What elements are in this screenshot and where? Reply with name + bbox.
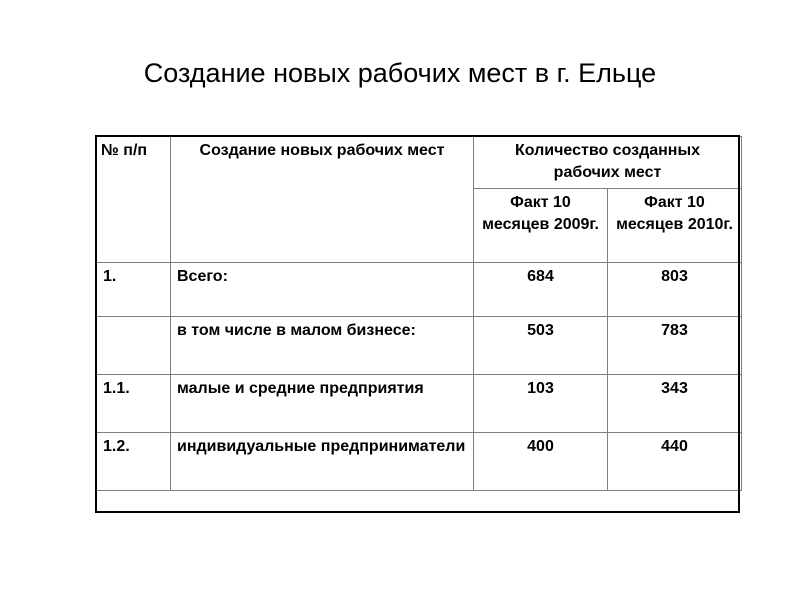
row-value-2009: 684 — [474, 263, 608, 317]
row-value-2010: 783 — [608, 317, 742, 375]
jobs-table — [96, 136, 742, 491]
row-value-2010: 440 — [608, 433, 742, 491]
header-2010: Факт 10 месяцев 2010г. — [608, 189, 742, 263]
row-value-2010: 343 — [608, 375, 742, 433]
table-row — [97, 263, 742, 317]
row-label: индивидуальные предприниматели — [171, 433, 474, 491]
row-label: в том числе в малом бизнесе: — [171, 317, 474, 375]
header-number: № п/п — [97, 137, 171, 263]
table-header-row — [97, 137, 742, 189]
page-title: Создание новых рабочих мест в г. Ельце — [143, 58, 657, 88]
row-number: 1.1. — [97, 375, 171, 433]
row-number: 1.2. — [97, 433, 171, 491]
row-number: 1. — [97, 263, 171, 317]
row-label: Всего: — [171, 263, 474, 317]
header-category: Создание новых рабочих мест — [171, 137, 474, 263]
row-value-2010: 803 — [608, 263, 742, 317]
row-value-2009: 103 — [474, 375, 608, 433]
row-label: малые и средние предприятия — [171, 375, 474, 433]
header-2009: Факт 10 месяцев 2009г. — [474, 189, 608, 263]
row-number — [97, 317, 171, 375]
table-row — [97, 375, 742, 433]
table-row — [97, 433, 742, 491]
row-value-2009: 400 — [474, 433, 608, 491]
row-value-2009: 503 — [474, 317, 608, 375]
table-row — [97, 317, 742, 375]
header-count-group: Количество созданных рабочих мест — [474, 137, 742, 189]
